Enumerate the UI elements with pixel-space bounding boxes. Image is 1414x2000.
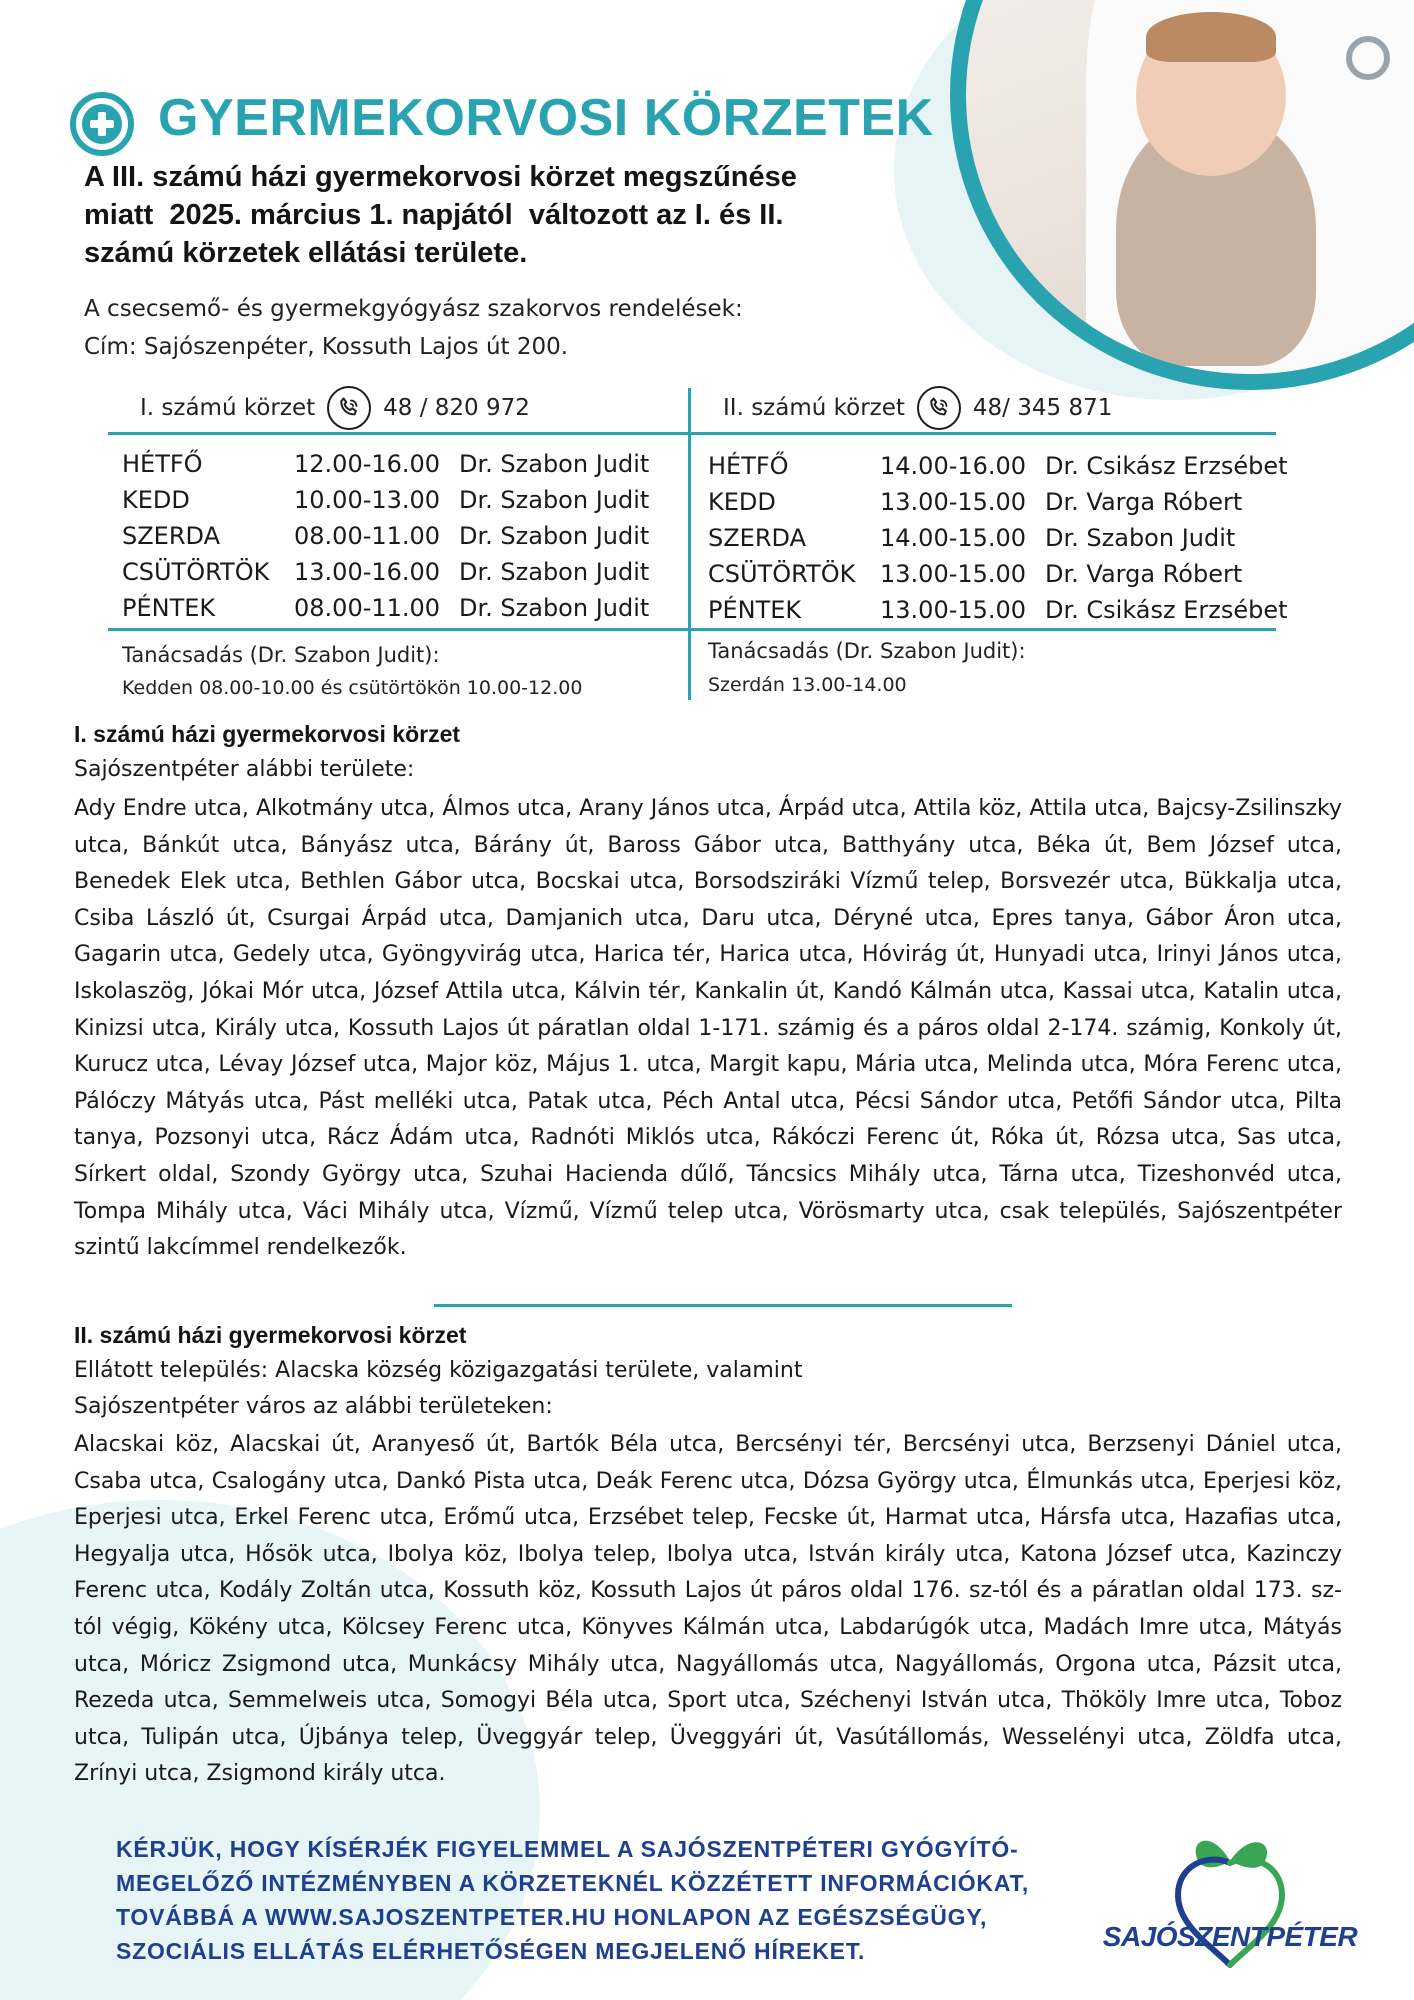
- schedule-row: [708, 520, 1288, 556]
- schedule-doctor: Dr. Szabon Judit: [1045, 524, 1236, 552]
- section1-title: I. számú házi gyermekorvosi körzet: [74, 721, 461, 747]
- section2-area-line: Sajószentpéter város az alábbi területeken:: [74, 1394, 553, 1419]
- district1-top-rule: [108, 432, 688, 435]
- schedule-day: HÉTFŐ: [708, 452, 789, 480]
- logo-emblem-icon: [1100, 1825, 1360, 1985]
- schedule-doctor: Dr. Varga Róbert: [1045, 560, 1243, 588]
- schedule-row: [708, 448, 1288, 484]
- schedule-time: 14.00-16.00: [880, 452, 1027, 480]
- schedule-row: [122, 482, 649, 518]
- district2-phone[interactable]: 48/ 345 871: [972, 395, 1113, 421]
- clinic-info: [84, 290, 743, 366]
- schedule-doctor: Dr. Szabon Judit: [459, 522, 650, 550]
- clinic-line: A csecsemő- és gyermekgyógyász szakorvos rendelések:: [84, 296, 743, 322]
- schedule-row: [708, 592, 1288, 628]
- schedule-time: 13.00-15.00: [880, 596, 1027, 624]
- schedule-row: [122, 590, 649, 626]
- schedule-row: [708, 556, 1288, 592]
- schedule-doctor: Dr. Szabon Judit: [459, 486, 650, 514]
- intro-line: A III. számú házi gyermekorvosi körzet megszűnése: [84, 161, 797, 193]
- schedule-time: 14.00-15.00: [880, 524, 1027, 552]
- schedule-row: [122, 518, 649, 554]
- clinic-address: Cím: Sajószenpéter, Kossuth Lajos út 200.: [84, 334, 569, 360]
- schedule-time: 13.00-16.00: [294, 558, 441, 586]
- schedule-day: CSÜTÖRTÖK: [708, 560, 856, 588]
- page-title: GYERMEKORVOSI KÖRZETEK: [158, 89, 934, 147]
- phone-icon: [917, 386, 961, 430]
- schedule-doctor: Dr. Szabon Judit: [459, 594, 650, 622]
- district2-counseling-label: Tanácsadás (Dr. Szabon Judit):: [708, 639, 1026, 663]
- district1-bottom-rule: [108, 628, 688, 631]
- schedule-day: PÉNTEK: [122, 594, 216, 622]
- schedule-day: SZERDA: [122, 522, 220, 550]
- section2-title: II. számú házi gyermekorvosi körzet: [74, 1322, 467, 1348]
- schedule-time: 12.00-16.00: [294, 450, 441, 478]
- section-divider: [434, 1304, 1012, 1307]
- section2-settlement-line: Ellátott település: Alacska község közigazgatási területe, valamint: [74, 1358, 803, 1383]
- section1-subtitle: Sajószentpéter alábbi területe:: [74, 757, 415, 782]
- district1-phone[interactable]: 48 / 820 972: [383, 395, 530, 421]
- schedule-doctor: Dr. Varga Róbert: [1045, 488, 1243, 516]
- schedule-day: SZERDA: [708, 524, 806, 552]
- schedule-doctor: Dr. Szabon Judit: [459, 558, 650, 586]
- district2-header: [723, 386, 1112, 430]
- schedule-day: HÉTFŐ: [122, 450, 203, 478]
- intro-line: miatt 2025. március 1. napjától változott az I. és II.: [84, 199, 784, 231]
- schedule-doctor: Dr. Csikász Erzsébet: [1045, 596, 1288, 624]
- schedule-time: 08.00-11.00: [294, 594, 441, 622]
- schedule-day: KEDD: [122, 486, 190, 514]
- sajoszentpeter-logo: [1100, 1825, 1360, 1985]
- schedule-doctor: Dr. Szabon Judit: [459, 450, 650, 478]
- medical-cross-icon: [70, 92, 134, 156]
- logo-text: SAJÓSZENTPÉTER: [1102, 1921, 1358, 1952]
- district2-bottom-rule: [688, 628, 1276, 631]
- district1-header: [140, 386, 530, 430]
- schedule-time: 13.00-15.00: [880, 560, 1027, 588]
- schedule-day: KEDD: [708, 488, 776, 516]
- schedule-day: CSÜTÖRTÖK: [122, 558, 270, 586]
- district1-schedule: [122, 446, 649, 626]
- schedule-row: [122, 446, 649, 482]
- schedule-time: 10.00-13.00: [294, 486, 441, 514]
- schedule-row: [122, 554, 649, 590]
- intro-text: [84, 158, 944, 272]
- district2-counseling-detail: Szerdán 13.00-14.00: [708, 674, 907, 696]
- footer-notice: KÉRJÜK, HOGY KÍSÉRJÉK FIGYELEMMEL A SAJÓSZENTPÉTERI GYÓGYÍTÓ-MEGELŐZŐ INTÉZMÉNYBEN A KÖRZETEKNÉL KÖZZÉTETT INFORMÁCIÓKAT, TOVÁBBÁ A WWW.SAJOSZENTPETER.HU HONLAPON AZ EGÉSZSÉGÜGY, SZOCIÁLIS ELLÁTÁS ELÉRHETŐSÉGEN MEGJELENŐ HÍREKET.: [116, 1836, 1030, 1964]
- district1-label: I. számú körzet: [140, 395, 316, 421]
- district1-counseling-label: Tanácsadás (Dr. Szabon Judit):: [122, 643, 440, 667]
- district2-label: II. számú körzet: [723, 395, 905, 421]
- section1-street-list: Ady Endre utca, Alkotmány utca, Álmos utca, Arany János utca, Árpád utca, Attila köz, Attila utca, Bajcsy-Zsilinszky utca, Bánkút utca, Bányász utca, Bárány út, Baross Gábor utca, Batthyány utca, Béka út, Bem József utca, Benedek Elek utca, Bethlen Gábor utca, Bocskai utca, Borsodsziráki Vízmű telep, Borsvezér utca, Bükkalja utca, Csiba László út, Csurgai Árpád utca, Damjanich utca, Daru utca, Déryné utca, Epres tanya, Gábor Áron utca, Gagarin utca, Gedely utca, Gyöngyvirág utca, Harica tér, Harica utca, Hóvirág út, Hunyadi utca, Irinyi János utca, Iskolaszög, Jókai Mór utca, József Attila utca, Kálvin tér, Kankalin út, Kandó Kálmán utca, Kassai utca, Katalin utca, Kinizsi utca, Király utca, Kossuth Lajos út páratlan oldal 1-171. számig és a páros oldal 2-174. számig, Konkoly út, Kurucz utca, Lévay József utca, Major köz, Május 1. utca, Margit kapu, Mária utca, Melinda utca, Móra Ferenc utca, Pálóczy Mátyás utca, Pást melléki utca, Patak utca, Péch Antal utca, Pécsi Sándor utca, Petőfi Sándor utca, Pilta tanya, Pozsonyi utca, Rácz Ádám utca, Radnóti Miklós utca, Rákóczi Ferenc út, Róka út, Rózsa utca, Sas utca, Sírkert oldal, Szondy György utca, Szuhai Hacienda dűlő, Táncsics Mihály utca, Tárna utca, Tizeshonvéd utca, Tompa Mihály utca, Váci Mihály utca, Vízmű, Vízmű telep utca, Vörösmarty utca, csak település, Sajószentpéter szintű lakcímmel rendelkezők.: [74, 796, 1342, 1261]
- district1-counseling-detail: Kedden 08.00-10.00 és csütörtökön 10.00-12.00: [122, 677, 583, 699]
- schedule-row: [708, 484, 1288, 520]
- district2-top-rule: [688, 432, 1276, 435]
- section2-street-list: Alacskai köz, Alacskai út, Aranyeső út, Bartók Béla utca, Bercsényi tér, Bercsényi utca, Berzsenyi Dániel utca, Csaba utca, Csalogány utca, Dankó Pista utca, Deák Ferenc utca, Dózsa György utca, Élmunkás utca, Eperjesi köz, Eperjesi utca, Erkel Ferenc utca, Erőmű utca, Erzsébet telep, Fecske út, Harmat utca, Hársfa utca, Hazafias utca, Hegyalja utca, Hősök utca, Ibolya köz, Ibolya telep, Ibolya utca, István király utca, Katona József utca, Kazinczy Ferenc utca, Kodály Zoltán utca, Kossuth köz, Kossuth Lajos út páros oldal 176. sz-tól és a páratlan oldal 173. sz-tól végig, Kökény utca, Kölcsey Ferenc utca, Könyves Kálmán utca, Labdarúgók utca, Madách Imre utca, Mátyás utca, Móricz Zsigmond utca, Munkácsy Mihály utca, Nagyállomás utca, Nagyállomás, Orgona utca, Pázsit utca, Rezeda utca, Semmelweis utca, Somogyi Béla utca, Sport utca, Széchenyi István utca, Thököly Imre utca, Toboz utca, Tulipán utca, Újbánya telep, Üveggyár telep, Üveggyári út, Vasútállomás, Wesselényi utca, Zöldfa utca, Zrínyi utca, Zsigmond király utca.: [74, 1432, 1342, 1787]
- district2-schedule: [708, 448, 1288, 628]
- schedule-doctor: Dr. Csikász Erzsébet: [1045, 452, 1288, 480]
- schedule-time: 08.00-11.00: [294, 522, 441, 550]
- schedule-time: 13.00-15.00: [880, 488, 1027, 516]
- schedule-day: PÉNTEK: [708, 596, 802, 624]
- intro-line: számú körzetek ellátási területe.: [84, 237, 528, 269]
- phone-icon: [327, 386, 371, 430]
